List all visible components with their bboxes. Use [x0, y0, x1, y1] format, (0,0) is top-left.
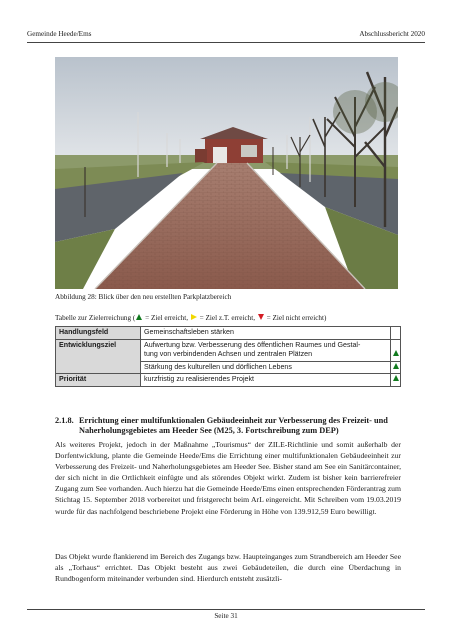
section-title: Errichtung einer multifunktionalen Gebäudeeinheit zur Verbesserung des Freizeit- und Naherholungsgebietes am Heeder See (M25, 3. Fortschreibung zum DEP)	[79, 416, 388, 436]
row-key: Entwicklungsziel	[56, 339, 141, 374]
body-paragraph: Das Objekt wurde flankierend im Bereich des Zugangs bzw. Haupteinganges zum Strandbereich am Heeder See als „Torhaus“ errichtet. Das Objekt besteht aus zwei Gebäudeteilen, die durch eine Überdachung in Rundbogenform miteinander verbunden sind. Hierdurch entsteht zusätzli-	[55, 552, 401, 584]
table-legend	[55, 314, 326, 322]
legend-reached: = Ziel erreicht,	[145, 314, 189, 322]
section-number: 2.1.8.	[55, 416, 74, 425]
row-value: Stärkung des kulturellen und dörflichen Lebens	[141, 361, 391, 374]
row-key: Priorität	[56, 374, 141, 387]
header-right: Abschlussbericht 2020	[359, 30, 425, 38]
header-left: Gemeinde Heede/Ems	[27, 30, 92, 38]
goals-table	[55, 326, 401, 387]
header-rule	[27, 42, 425, 43]
row-value: Gemeinschaftsleben stärken	[141, 327, 391, 340]
legend-prefix: Tabelle zur Zielerreichung (	[55, 314, 136, 322]
triangle-right-icon	[191, 314, 197, 320]
triangle-up-icon	[136, 314, 142, 320]
footer-rule	[27, 609, 425, 610]
legend-partial: = Ziel z.T. erreicht,	[199, 314, 256, 322]
row-value	[141, 339, 391, 361]
status-cell	[391, 374, 401, 387]
table-row	[56, 327, 401, 340]
table-row	[56, 339, 401, 361]
row-value: kurzfristig zu realisierendes Projekt	[141, 374, 391, 387]
triangle-up-icon	[393, 363, 399, 369]
status-cell	[391, 327, 401, 340]
status-cell	[391, 361, 401, 374]
row-key: Handlungsfeld	[56, 327, 141, 340]
triangle-down-icon	[258, 314, 264, 320]
running-header	[27, 30, 425, 42]
legend-not-reached: = Ziel nicht erreicht)	[266, 314, 327, 322]
triangle-up-icon	[393, 375, 399, 381]
row-value-line: Aufwertung bzw. Verbesserung des öffentlichen Raumes und Gestal-	[144, 340, 361, 349]
table-row	[56, 374, 401, 387]
section-heading	[55, 416, 401, 437]
parking-area-photo	[55, 57, 398, 289]
triangle-up-icon	[393, 350, 399, 356]
row-value-line: tung von verbindenden Achsen und zentralen Plätzen	[144, 350, 313, 359]
page-number: Seite 31	[214, 612, 238, 620]
body-paragraph: Als weiteres Projekt, jedoch in der Maßnahme „Tourismus“ der ZILE-Richtlinie und somit außerhalb der Dorfentwicklung, plante die Gemeinde Heede/Ems die Errichtung einer multifunktionalen Gebäudeeinheit zur Verbesserung des Freizeit- und Naherholungsgebietes am Heeder See. Bisher stand am See ein Sanitärcontainer, der sich nicht in die Ortlichkeit einfügte und als störendes Objekt wirkt. Zudem ist bisher kein barrierefreier Zugang zum See vorhanden. Auch hierzu hat die Gemeinde Heede/Ems einen entsprechenden Förderantrag zum Stichtag 15. September 2018 vorbereitet und fristgerecht beim ArL eingereicht. Mit Schreiben vom 19.03.2019 wurde für das nachfolgend beschriebene Projekt eine Förderung in Höhe von 139.912,59 Euro bewilligt.	[55, 440, 401, 516]
status-cell	[391, 339, 401, 361]
figure-caption: Abbildung 28: Blick über den neu erstellten Parkplatzbereich	[55, 293, 232, 301]
